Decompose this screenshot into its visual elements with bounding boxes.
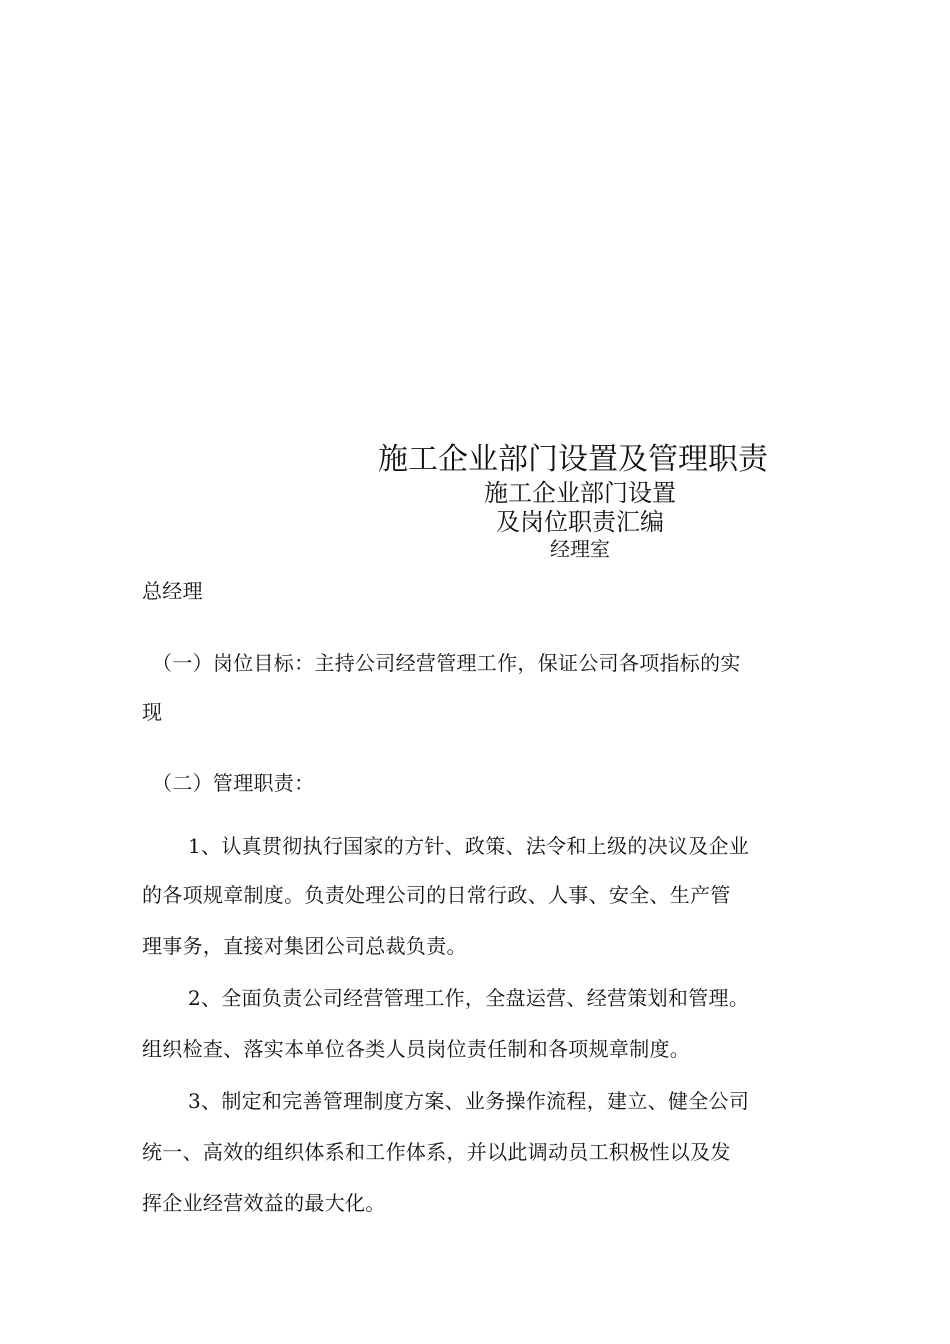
goal-text-line-2: 现 (142, 700, 163, 724)
goal-text-line-1: （一）岗位目标：主持公司经营管理工作，保证公司各项指标的实 (152, 651, 741, 675)
duty-3-line-3: 挥企业经营效益的最大化。 (142, 1191, 386, 1215)
duty-1-line-2: 的各项规章制度。负责处理公司的日常行政、人事、安全、生产管 (142, 883, 731, 907)
position-heading: 总经理 (142, 579, 203, 603)
document-title: 施工企业部门设置及管理职责 (378, 442, 768, 477)
duty-2-line-2: 组织检查、落实本单位各类人员岗位责任制和各项规章制度。 (142, 1037, 691, 1061)
document-subtitle-line-2: 及岗位职责汇编 (496, 508, 664, 536)
duties-heading: （二）管理职责： (152, 771, 315, 795)
duty-1-line-3: 理事务，直接对集团公司总裁负责。 (142, 934, 467, 958)
duty-3-line-1: 3、制定和完善管理制度方案、业务操作流程，建立、健全公司 (188, 1089, 750, 1113)
document-subtitle-line-1: 施工企业部门设置 (484, 479, 676, 507)
duty-1-line-1: 1、认真贯彻执行国家的方针、政策、法令和上级的决议及企业 (188, 834, 750, 858)
department-heading: 经理室 (550, 537, 610, 561)
duty-2-line-1: 2、全面负责公司经营管理工作，全盘运营、经营策划和管理。 (188, 986, 750, 1010)
duty-3-line-2: 统一、高效的组织体系和工作体系，并以此调动员工积极性以及发 (142, 1140, 731, 1164)
